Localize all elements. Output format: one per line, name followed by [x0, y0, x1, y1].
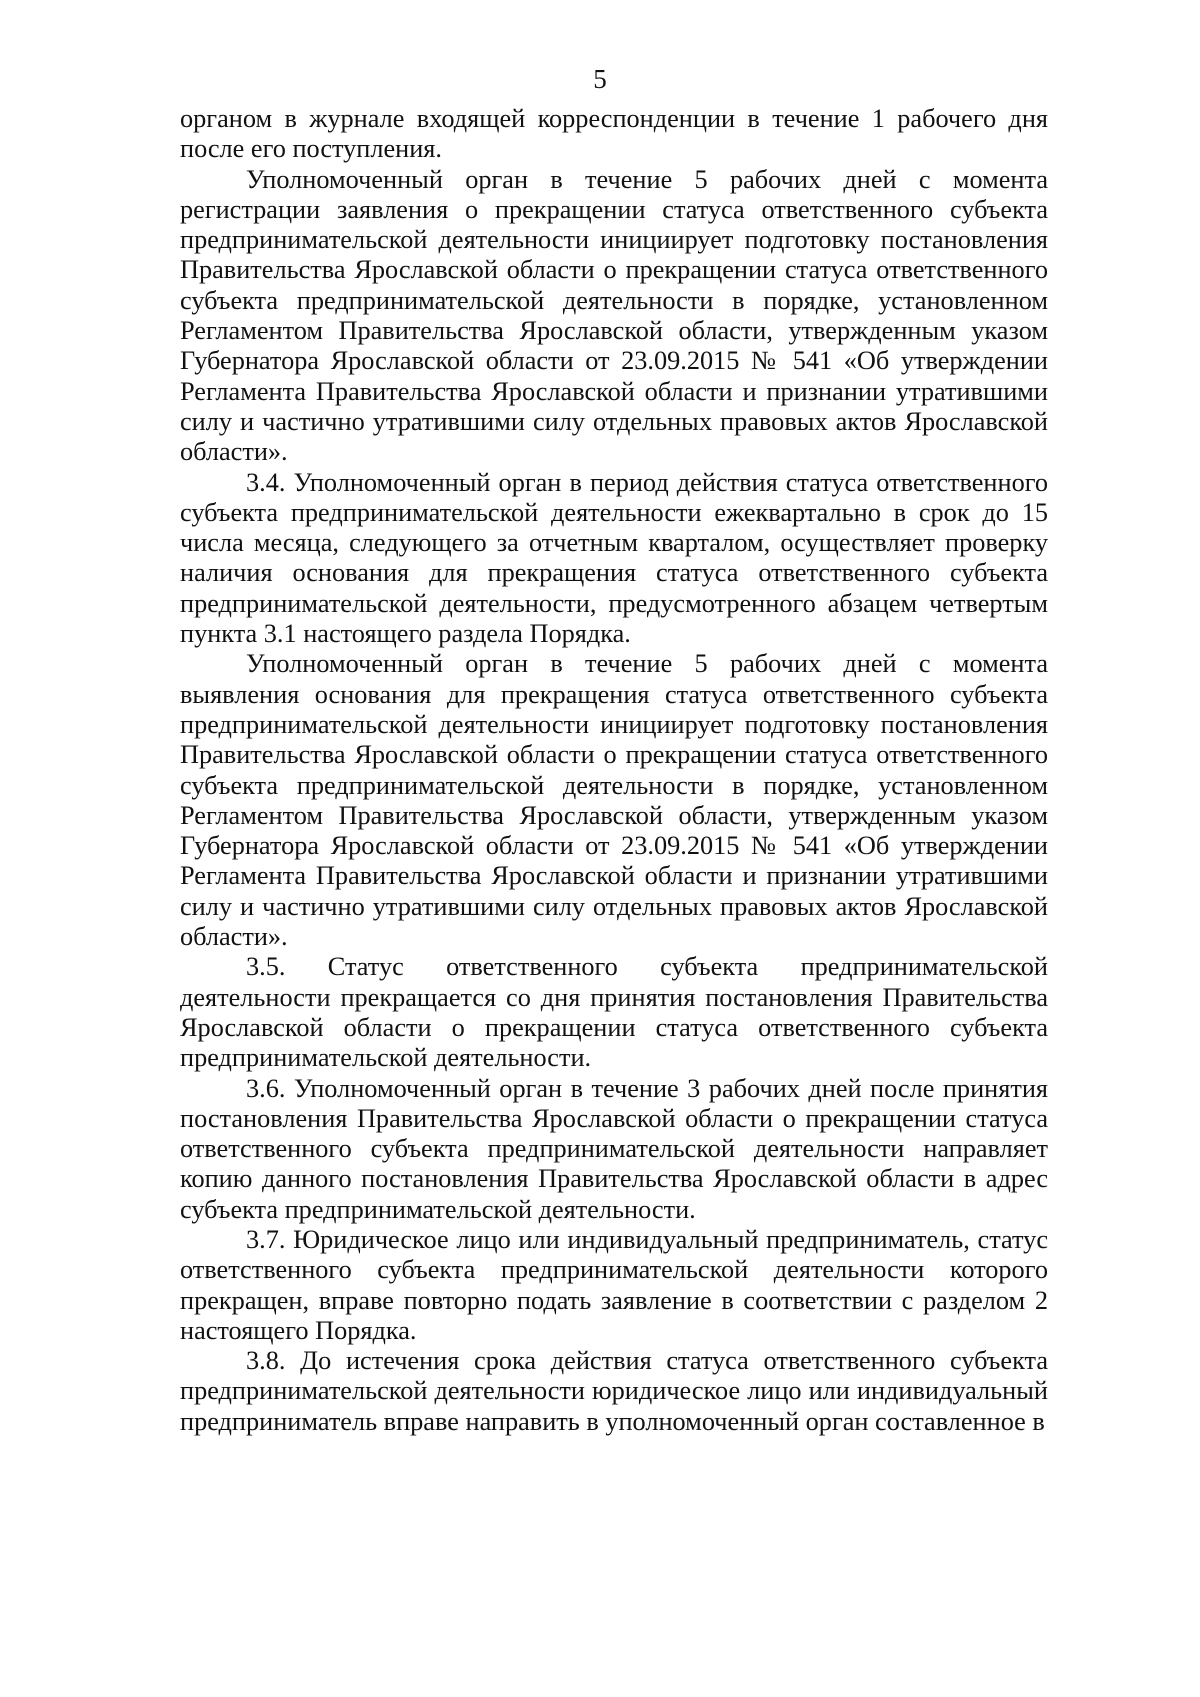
document-body — [180, 104, 1048, 1437]
paragraph-3-6: 3.6. Уполномоченный орган в течение 3 рабочих дней после принятия постановления Правительства Ярославской области о прекращении статуса ответственного субъекта предпринимательской деятельности направляет копию данного постановления Правительства Ярославской области в адрес субъекта предпринимательской деятельности. — [180, 1073, 1048, 1224]
paragraph-3-5: 3.5. Статус ответственного субъекта предпринимательской деятельности прекращается со дня принятия постановления Правительства Ярославской области о прекращении статуса ответственного субъекта предпринимательской деятельности. — [180, 952, 1048, 1073]
paragraph-3-7: 3.7. Юридическое лицо или индивидуальный предприниматель, статус ответственного субъекта предпринимательской деятельности которого прекращен, вправе повторно подать заявление в соответствии с разделом 2 настоящего Порядка. — [180, 1224, 1048, 1345]
paragraph-3-4: 3.4. Уполномоченный орган в период действия статуса ответственного субъекта предпринимательской деятельности ежеквартально в срок до 15 числа месяца, следующего за отчетным кварталом, осуществляет проверку наличия основания для прекращения статуса ответственного субъекта предпринимательской деятельности, предусмотренного абзацем четвертым пункта 3.1 настоящего раздела Порядка. — [180, 467, 1048, 649]
paragraph-3-8: 3.8. До истечения срока действия статуса ответственного субъекта предпринимательской деятельности юридическое лицо или индивидуальный предприниматель вправе направить в уполномоченный орган составленное в — [180, 1346, 1048, 1436]
paragraph-continuation: органом в журнале входящей корреспонденции в течение 1 рабочего дня после его поступления. — [180, 104, 1048, 164]
page-number: 5 — [593, 64, 607, 94]
paragraph-authority-detection: Уполномоченный орган в течение 5 рабочих дней с момента выявления основания для прекращения статуса ответственного субъекта предпринимательской деятельности инициирует подготовку постановления Правительства Ярославской области о прекращении статуса ответственного субъекта предпринимательской деятельности в порядке, установленном Регламентом Правительства Ярославской области, утвержденным указом Губернатора Ярославской области от 23.09.2015 № 541 «Об утверждении Регламента Правительства Ярославской области и признании утратившими силу и частично утратившими силу отдельных правовых актов Ярославской области». — [180, 649, 1048, 952]
paragraph-authority-deadline: Уполномоченный орган в течение 5 рабочих дней с момента регистрации заявления о прекращении статуса ответственного субъекта предпринимательской деятельности инициирует подготовку постановления Правительства Ярославской области о прекращении статуса ответственного субъекта предпринимательской деятельности в порядке, установленном Регламентом Правительства Ярославской области, утвержденным указом Губернатора Ярославской области от 23.09.2015 № 541 «Об утверждении Регламента Правительства Ярославской области и признании утратившими силу и частично утратившими силу отдельных правовых актов Ярославской области». — [180, 164, 1048, 467]
